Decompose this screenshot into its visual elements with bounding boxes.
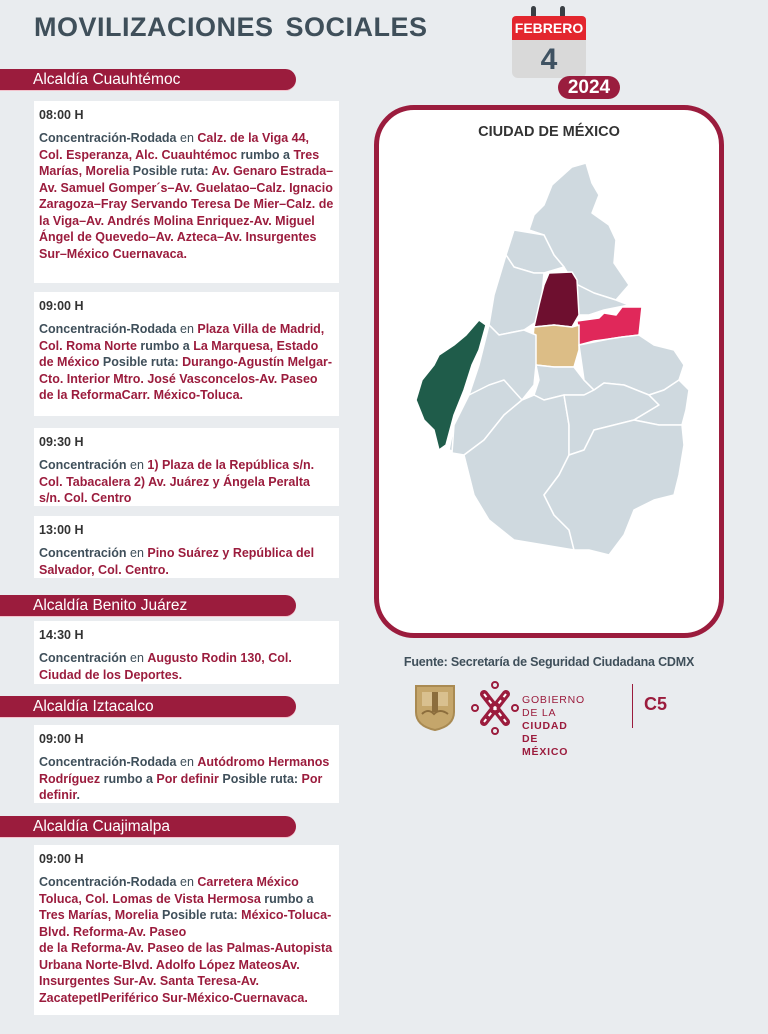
event-card — [34, 621, 339, 684]
event-location-text: Calz. de la Viga 44, Col. Esperanza, Alc. Cuauhtémoc — [39, 131, 310, 162]
year-badge: 2024 — [558, 76, 620, 99]
event-card — [34, 516, 339, 578]
event-location-text: Plaza Villa de Madrid, — [197, 322, 325, 336]
calendar-icon — [510, 6, 586, 78]
gobierno-cdmx-logo-icon — [470, 680, 520, 736]
event-description — [39, 457, 334, 507]
map-region — [579, 335, 684, 395]
event-location-text: Durango-Agustín Melgar-Cto. Interior Mtro. José Vasconcelos-Av. Paseo de la ReformaCarr. México-Toluca. — [39, 355, 333, 402]
calendar-day: 4 — [512, 40, 586, 78]
event-location-text: La Marquesa, Estado de México — [39, 338, 319, 369]
event-text: en — [176, 131, 198, 145]
event-text: rumbo a — [237, 147, 294, 162]
event-text: Concentración — [39, 458, 127, 472]
event-description — [39, 754, 334, 804]
event-location-text: Autódromo Hermanos Rodríguez — [39, 755, 330, 786]
event-description — [39, 650, 334, 683]
event-time: 09:00 H — [39, 299, 84, 313]
event-time: 08:00 H — [39, 108, 84, 122]
event-time: 13:00 H — [39, 523, 84, 537]
event-card — [34, 101, 339, 283]
event-text: en — [126, 651, 148, 665]
event-location-text: Av. Genaro Estrada–Av. Samuel Gomper´s–Av. Guelatao–Calz. Ignacio Zaragoza–Fray Servando Teresa De Mier–Calz. de la Viga–Av. Andrés Molina Enriquez-Av. Miguel Ángel de Quevedo–Av. Azteca–Av. Insurgentes Sur–México Cuernavaca. — [39, 164, 334, 261]
event-card — [34, 292, 339, 416]
event-text: Concentración-Rodada — [39, 131, 177, 145]
event-description — [39, 545, 334, 578]
map-panel — [374, 105, 724, 638]
gov-line2: CIUDAD DE MÉXICO — [522, 720, 569, 758]
event-card — [34, 428, 339, 506]
event-text: en — [126, 546, 148, 560]
event-card — [34, 725, 339, 803]
event-text: Concentración-Rodada — [39, 875, 177, 889]
cdmx-map — [394, 155, 714, 615]
source-text: Fuente: Secretaría de Seguridad Ciudadana CDMX — [403, 655, 695, 669]
event-location-text: Por definir — [156, 771, 219, 786]
event-text: Posible ruta: — [99, 355, 183, 369]
alcaldia-header-cuajimalpa: Alcaldía Cuajimalpa — [0, 816, 296, 837]
event-location-text: Pino Suárez y República del Salvador, Col. Centro. — [39, 546, 315, 577]
event-text: Posible ruta: — [158, 908, 242, 922]
event-location-text: de la Reforma-Av. Paseo de las Palmas-Autopista Urbana Norte-Blvd. Adolfo López MateosAv. Insurgentes Sur-Av. Santa Teresa-Av. ZacatepetlPeriférico Sur-México-Cuernavaca. — [39, 941, 333, 1005]
map-region-benito-juarez — [532, 325, 579, 367]
event-time: 09:00 H — [39, 732, 84, 746]
event-time: 09:30 H — [39, 435, 84, 449]
event-text: Concentración — [39, 546, 127, 560]
event-location-text: México-Toluca-Blvd. Reforma-Av. Paseo — [39, 908, 332, 939]
event-text: en — [176, 875, 198, 889]
event-location-text: Augusto Rodin 130, Col. Ciudad de los Deportes. — [39, 651, 292, 682]
calendar-month: FEBRERO — [512, 16, 586, 40]
event-description — [39, 321, 334, 404]
event-text: rumbo a — [260, 891, 314, 906]
event-text: rumbo a — [136, 338, 194, 353]
alcaldia-header-cuauhtemoc: Alcaldía Cuauhtémoc — [0, 69, 296, 90]
event-description — [39, 130, 334, 262]
alcaldia-header-benito-juarez: Alcaldía Benito Juárez — [0, 595, 296, 616]
event-text: en — [126, 458, 148, 472]
event-description — [39, 874, 334, 1006]
logo-divider — [632, 684, 633, 728]
alcaldia-header-iztacalco: Alcaldía Iztacalco — [0, 696, 296, 717]
event-time: 14:30 H — [39, 628, 84, 642]
event-location-text: 1) Plaza de la República s/n. Col. Tabacalera 2) Av. Juárez y Ángela Peralta s/n. Col. Centro — [39, 458, 315, 505]
event-location-text: Col. Roma Norte — [39, 338, 137, 353]
gobierno-cdmx-text — [522, 694, 585, 759]
event-text: Concentración-Rodada — [39, 322, 177, 336]
event-card — [34, 845, 339, 1015]
event-text: . — [76, 788, 80, 802]
gov-line1: GOBIERNO DE LA — [522, 694, 585, 719]
event-text: Concentración — [39, 651, 127, 665]
event-location-text: Tres Marías, Morelia — [39, 908, 159, 922]
event-text: Posible ruta: — [218, 771, 302, 786]
event-text: Concentración-Rodada — [39, 755, 177, 769]
event-location-text: Tres Marías, Morelia — [39, 147, 320, 178]
event-location-text: Por definir — [39, 771, 323, 802]
event-time: 09:00 H — [39, 852, 84, 866]
map-title: CIUDAD DE MÉXICO — [478, 124, 620, 140]
event-text: Posible ruta: — [129, 164, 212, 178]
event-text: rumbo a — [100, 771, 157, 786]
page-title: MOVILIZACIONES SOCIALES — [34, 12, 428, 42]
c5-logo: C5 — [644, 694, 668, 714]
event-text: en — [176, 755, 198, 769]
event-location-text: Carretera México Toluca, Col. Lomas de Vista Hermosa — [39, 875, 299, 906]
cdmx-shield-icon — [414, 684, 456, 732]
event-text: en — [176, 322, 198, 336]
